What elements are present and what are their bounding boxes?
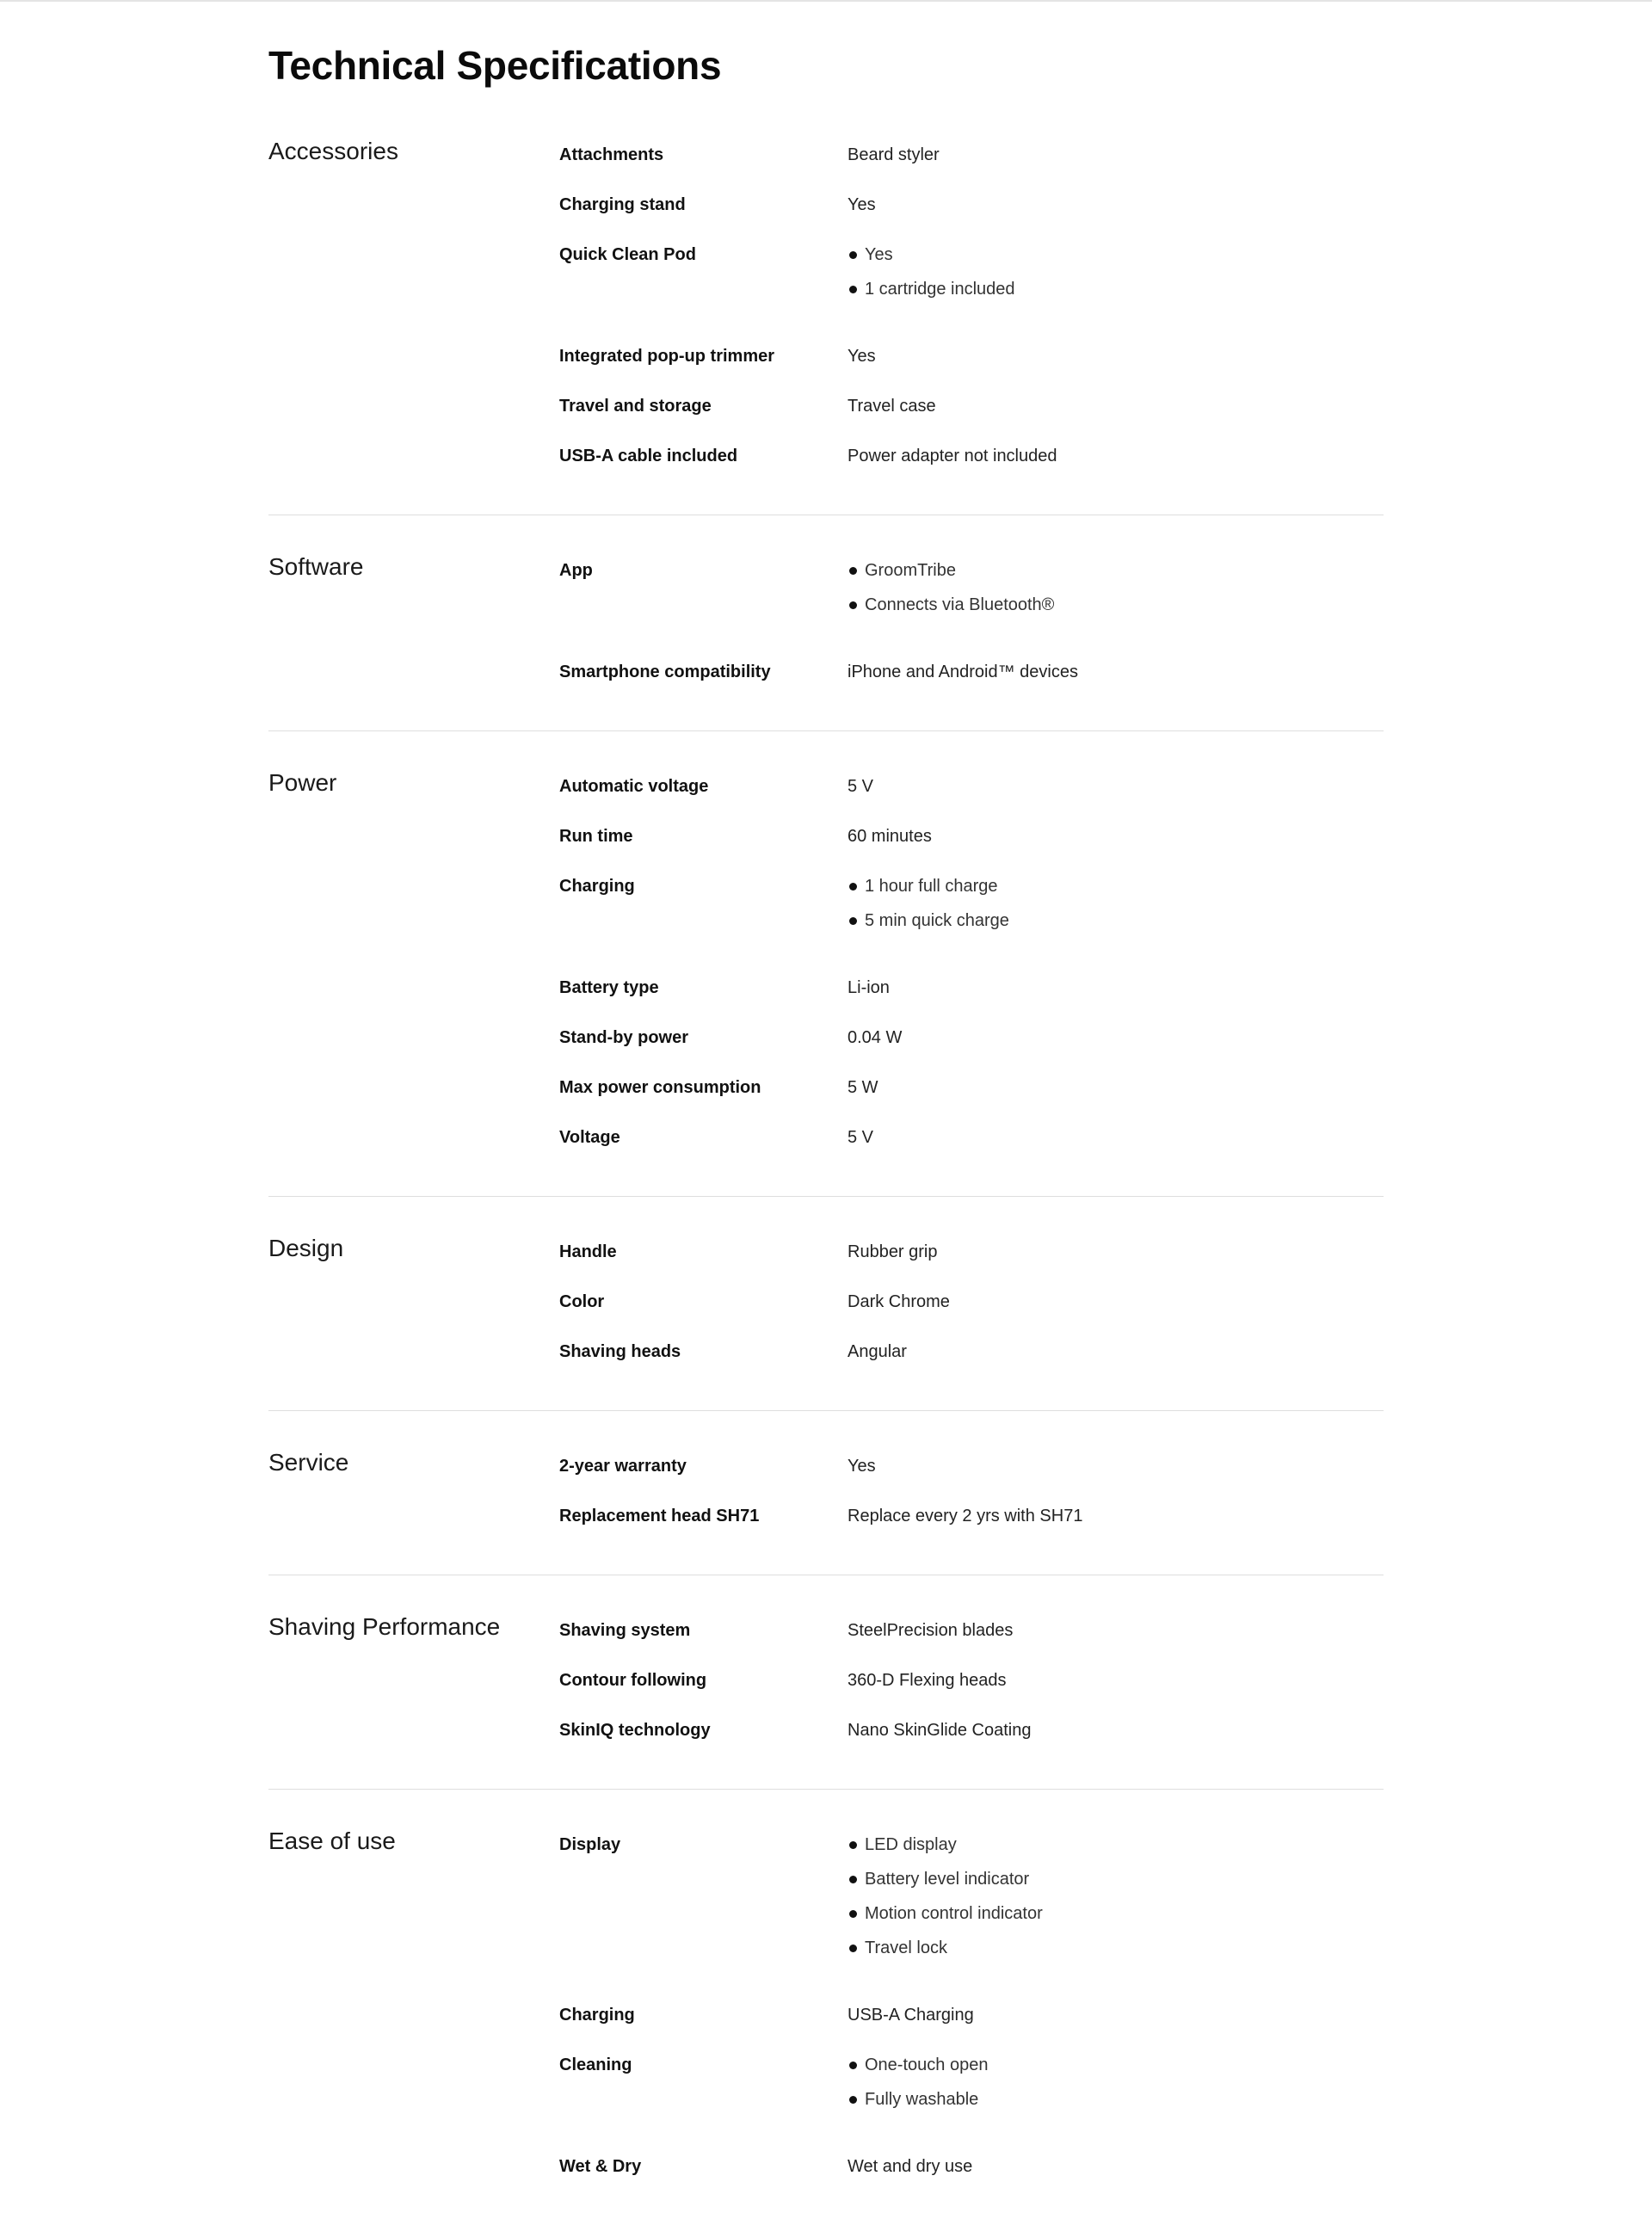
spec-value: Power adapter not included bbox=[848, 447, 1057, 465]
spec-rows bbox=[559, 1449, 1384, 1533]
spec-row bbox=[559, 769, 1384, 804]
spec-value: Replace every 2 yrs with SH71 bbox=[848, 1507, 1083, 1525]
spec-row bbox=[559, 655, 1384, 689]
spec-row bbox=[559, 1449, 1384, 1483]
spec-label: Attachments bbox=[559, 145, 664, 164]
spec-row bbox=[559, 1998, 1384, 2032]
spec-label: App bbox=[559, 561, 593, 580]
spec-label: Quick Clean Pod bbox=[559, 245, 696, 264]
spec-value-list-item: 5 min quick charge bbox=[848, 903, 1384, 938]
spec-value: SteelPrecision blades bbox=[848, 1621, 1014, 1640]
spec-rows bbox=[559, 1235, 1384, 1369]
spec-label: Max power consumption bbox=[559, 1078, 761, 1097]
spec-row bbox=[559, 138, 1384, 172]
spec-value-list-item: Battery level indicator bbox=[848, 1862, 1384, 1896]
spec-label: Shaving system bbox=[559, 1621, 691, 1640]
spec-label: Run time bbox=[559, 827, 633, 846]
spec-row bbox=[559, 1713, 1384, 1747]
spec-value bbox=[848, 553, 1384, 646]
spec-value: USB-A Charging bbox=[848, 2006, 974, 2025]
spec-value-list-item: Travel lock bbox=[848, 1931, 1384, 1965]
spec-value-list-item: GroomTribe bbox=[848, 553, 1384, 588]
spec-section bbox=[268, 730, 1384, 1196]
spec-row bbox=[559, 1020, 1384, 1055]
spec-label: Shaving heads bbox=[559, 1342, 681, 1361]
spec-value bbox=[848, 869, 1384, 962]
spec-value: iPhone and Android™ devices bbox=[848, 663, 1078, 681]
spec-section bbox=[268, 1575, 1384, 1789]
spec-row bbox=[559, 1070, 1384, 1105]
page-title: Technical Specifications bbox=[268, 43, 722, 88]
spec-rows bbox=[559, 1613, 1384, 1747]
section-title: Shaving Performance bbox=[268, 1613, 501, 1640]
spec-rows bbox=[559, 138, 1384, 473]
spec-value: Yes bbox=[848, 347, 876, 366]
spec-row bbox=[559, 971, 1384, 1005]
spec-value-list bbox=[848, 237, 1384, 330]
spec-label: Battery type bbox=[559, 978, 659, 997]
spec-value: Li-ion bbox=[848, 978, 890, 997]
spec-label: Voltage bbox=[559, 1128, 620, 1147]
spec-value bbox=[848, 237, 1384, 330]
spec-sections bbox=[268, 129, 1384, 2225]
spec-value-list-item: Fully washable bbox=[848, 2082, 1384, 2117]
spec-section bbox=[268, 129, 1384, 515]
spec-row bbox=[559, 439, 1384, 473]
spec-label: Charging bbox=[559, 877, 635, 896]
spec-label: USB-A cable included bbox=[559, 447, 738, 465]
top-divider bbox=[0, 0, 1652, 2]
spec-row bbox=[559, 188, 1384, 222]
spec-section bbox=[268, 1196, 1384, 1410]
spec-row bbox=[559, 1613, 1384, 1648]
spec-label: Stand-by power bbox=[559, 1028, 689, 1047]
spec-label: Color bbox=[559, 1292, 605, 1311]
spec-label: Replacement head SH71 bbox=[559, 1507, 760, 1525]
spec-value-list-item: 1 cartridge included bbox=[848, 272, 1384, 306]
spec-value: Yes bbox=[848, 195, 876, 214]
spec-label: Smartphone compatibility bbox=[559, 663, 771, 681]
spec-value: Beard styler bbox=[848, 145, 940, 164]
spec-value: 60 minutes bbox=[848, 827, 932, 846]
spec-value: Nano SkinGlide Coating bbox=[848, 1721, 1032, 1740]
spec-label: Display bbox=[559, 1835, 621, 1854]
spec-label: Integrated pop-up trimmer bbox=[559, 347, 775, 366]
spec-value-list-item: One-touch open bbox=[848, 2048, 1384, 2082]
spec-row bbox=[559, 1499, 1384, 1533]
spec-label: Charging bbox=[559, 2006, 635, 2025]
spec-value-list bbox=[848, 869, 1384, 962]
spec-row bbox=[559, 1827, 1384, 1989]
section-title: Ease of use bbox=[268, 1827, 396, 1854]
spec-row bbox=[559, 869, 1384, 962]
spec-label: Handle bbox=[559, 1242, 617, 1261]
spec-row bbox=[559, 553, 1384, 646]
section-title: Power bbox=[268, 769, 337, 796]
spec-value-list bbox=[848, 553, 1384, 646]
spec-section bbox=[268, 515, 1384, 730]
spec-label: Travel and storage bbox=[559, 397, 712, 416]
spec-row bbox=[559, 237, 1384, 330]
section-title: Service bbox=[268, 1449, 349, 1476]
spec-value: Travel case bbox=[848, 397, 936, 416]
spec-row bbox=[559, 1120, 1384, 1155]
spec-value: Rubber grip bbox=[848, 1242, 938, 1261]
spec-value-list-item: Motion control indicator bbox=[848, 1896, 1384, 1931]
spec-value: 5 V bbox=[848, 1128, 874, 1147]
spec-row bbox=[559, 819, 1384, 854]
spec-row bbox=[559, 2048, 1384, 2141]
spec-value: 360-D Flexing heads bbox=[848, 1671, 1007, 1690]
spec-value-list-item: Connects via Bluetooth® bbox=[848, 588, 1384, 622]
spec-label: Charging stand bbox=[559, 195, 686, 214]
spec-value: 0.04 W bbox=[848, 1028, 903, 1047]
spec-value: Angular bbox=[848, 1342, 907, 1361]
spec-value: Dark Chrome bbox=[848, 1292, 950, 1311]
spec-value bbox=[848, 2048, 1384, 2141]
spec-value: Yes bbox=[848, 1457, 876, 1476]
spec-value-list-item: LED display bbox=[848, 1827, 1384, 1862]
spec-row bbox=[559, 339, 1384, 373]
spec-label: 2-year warranty bbox=[559, 1457, 687, 1476]
spec-label: Cleaning bbox=[559, 2056, 632, 2074]
spec-value-list bbox=[848, 1827, 1384, 1989]
spec-row bbox=[559, 1235, 1384, 1269]
spec-section bbox=[268, 1789, 1384, 2225]
spec-rows bbox=[559, 1827, 1384, 2184]
spec-value-list-item: Yes bbox=[848, 237, 1384, 272]
spec-label: Contour following bbox=[559, 1671, 707, 1690]
spec-value: Wet and dry use bbox=[848, 2157, 973, 2176]
spec-value: 5 W bbox=[848, 1078, 878, 1097]
spec-row bbox=[559, 1285, 1384, 1319]
spec-value bbox=[848, 1827, 1384, 1989]
spec-section bbox=[268, 1410, 1384, 1575]
spec-value-list-item: 1 hour full charge bbox=[848, 869, 1384, 903]
spec-rows bbox=[559, 553, 1384, 689]
spec-row bbox=[559, 2149, 1384, 2184]
spec-value: 5 V bbox=[848, 777, 874, 796]
section-title: Software bbox=[268, 553, 364, 580]
spec-value-list bbox=[848, 2048, 1384, 2141]
spec-label: Wet & Dry bbox=[559, 2157, 642, 2176]
spec-label: SkinIQ technology bbox=[559, 1721, 711, 1740]
spec-row bbox=[559, 1334, 1384, 1369]
spec-rows bbox=[559, 769, 1384, 1155]
spec-row bbox=[559, 389, 1384, 423]
spec-row bbox=[559, 1663, 1384, 1698]
section-title: Design bbox=[268, 1235, 344, 1261]
section-title: Accessories bbox=[268, 138, 398, 164]
spec-label: Automatic voltage bbox=[559, 777, 709, 796]
